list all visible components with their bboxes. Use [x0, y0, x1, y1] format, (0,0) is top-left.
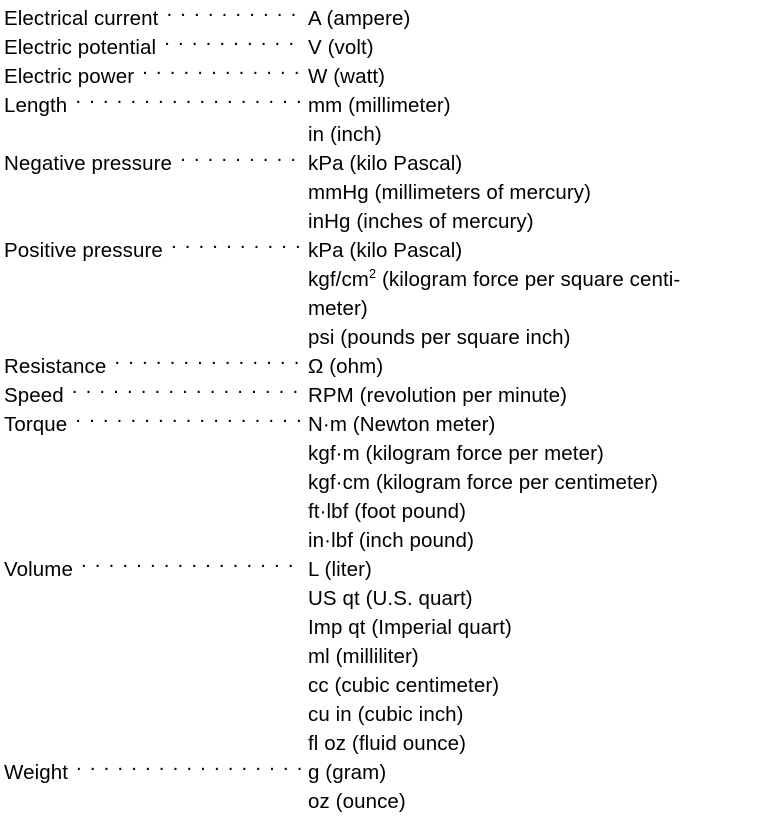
table-row: [0, 758, 768, 816]
units-cell: [308, 410, 768, 555]
term-label: Resistance: [4, 355, 107, 378]
term-label: Negative pressure: [4, 152, 173, 175]
term-label: Electrical current: [4, 7, 159, 30]
unit-line: in·lbf (inch pound): [308, 529, 474, 552]
dot-leader: [166, 5, 302, 26]
unit-line: kgf·m (kilogram force per meter): [308, 442, 604, 465]
table-row: [0, 352, 768, 381]
term-row-label: [0, 236, 308, 265]
dot-leader: [164, 34, 302, 55]
unit-rest: (kilogram force per square centi-: [376, 268, 681, 291]
unit-line: Ω (ohm): [308, 355, 384, 378]
dot-leader: [180, 150, 302, 171]
units-cell: [308, 236, 768, 352]
units-cell: [308, 758, 768, 816]
term-cell: [0, 381, 308, 410]
term-cell: [0, 33, 308, 62]
unit-line: kgf·cm (kilogram force per centimeter): [308, 471, 659, 494]
term-cell: [0, 352, 308, 381]
term-row-label: [0, 91, 308, 120]
term-label: Weight: [4, 761, 69, 784]
dot-leader: [81, 556, 302, 577]
table-row: [0, 91, 768, 149]
table-row: [0, 33, 768, 62]
unit-line: in (inch): [308, 123, 382, 146]
unit-line: meter): [308, 297, 368, 320]
term-label: Torque: [4, 413, 68, 436]
units-cell: [308, 91, 768, 149]
table-row: [0, 236, 768, 352]
term-cell: [0, 410, 308, 555]
dot-leader: [75, 92, 302, 113]
term-row-label: [0, 381, 308, 410]
unit-line: Imp qt (Imperial quart): [308, 616, 512, 639]
units-cell: [308, 149, 768, 236]
term-row-label: [0, 555, 308, 584]
term-cell: [0, 758, 308, 816]
term-cell: [0, 236, 308, 352]
unit-line: fl oz (fluid ounce): [308, 732, 467, 755]
units-cell: [308, 4, 768, 33]
unit-line: RPM (revolution per minute): [308, 384, 568, 407]
term-row-label: [0, 62, 308, 91]
term-label: Positive pressure: [4, 239, 163, 262]
term-row-label: [0, 352, 308, 381]
table-row: [0, 149, 768, 236]
term-cell: [0, 4, 308, 33]
term-label: Volume: [4, 558, 73, 581]
unit-line: kPa (kilo Pascal): [308, 152, 463, 175]
unit-superscript: 2: [368, 266, 377, 282]
unit-line: L (liter): [308, 558, 372, 581]
term-label: Electric potential: [4, 36, 157, 59]
unit-line: cu in (cubic inch): [308, 703, 464, 726]
unit-line: ft·lbf (foot pound): [308, 500, 467, 523]
unit-line: cc (cubic centimeter): [308, 674, 500, 697]
term-row-label: [0, 4, 308, 33]
unit-line: oz (ounce): [308, 790, 406, 813]
term-cell: [0, 149, 308, 236]
term-row-label: [0, 758, 308, 787]
term-row-label: [0, 410, 308, 439]
unit-line: kPa (kilo Pascal): [308, 239, 463, 262]
units-cell: [308, 33, 768, 62]
term-label: Electric power: [4, 65, 135, 88]
term-label: Speed: [4, 384, 64, 407]
dot-leader: [75, 411, 302, 432]
table-row: [0, 62, 768, 91]
table-row: [0, 555, 768, 758]
unit-line: [308, 265, 768, 294]
unit-line: W (watt): [308, 65, 386, 88]
term-row-label: [0, 33, 308, 62]
unit-line: A (ampere): [308, 7, 411, 30]
term-label: Length: [4, 94, 68, 117]
unit-line: g (gram): [308, 761, 387, 784]
dot-leader: [114, 353, 302, 374]
units-cell: [308, 62, 768, 91]
unit-line: psi (pounds per square inch): [308, 326, 571, 349]
unit-line: mmHg (millimeters of mercury): [308, 181, 592, 204]
unit-line: inHg (inches of mercury): [308, 210, 534, 233]
dot-leader: [171, 237, 302, 258]
term-cell: [0, 555, 308, 758]
unit-line: V (volt): [308, 36, 374, 59]
table-row: [0, 4, 768, 33]
unit-base: kgf/cm: [308, 268, 369, 291]
units-cell: [308, 352, 768, 381]
term-row-label: [0, 149, 308, 178]
units-cell: [308, 555, 768, 758]
term-cell: [0, 91, 308, 149]
units-cell: [308, 381, 768, 410]
dot-leader: [142, 63, 302, 84]
unit-line: ml (milliliter): [308, 645, 419, 668]
dot-leader: [72, 382, 302, 403]
dot-leader: [76, 759, 302, 780]
unit-line: mm (millimeter): [308, 94, 451, 117]
units-table: [0, 4, 768, 816]
table-row: [0, 381, 768, 410]
table-row: [0, 410, 768, 555]
unit-line: N·m (Newton meter): [308, 413, 496, 436]
unit-line: US qt (U.S. quart): [308, 587, 473, 610]
term-cell: [0, 62, 308, 91]
